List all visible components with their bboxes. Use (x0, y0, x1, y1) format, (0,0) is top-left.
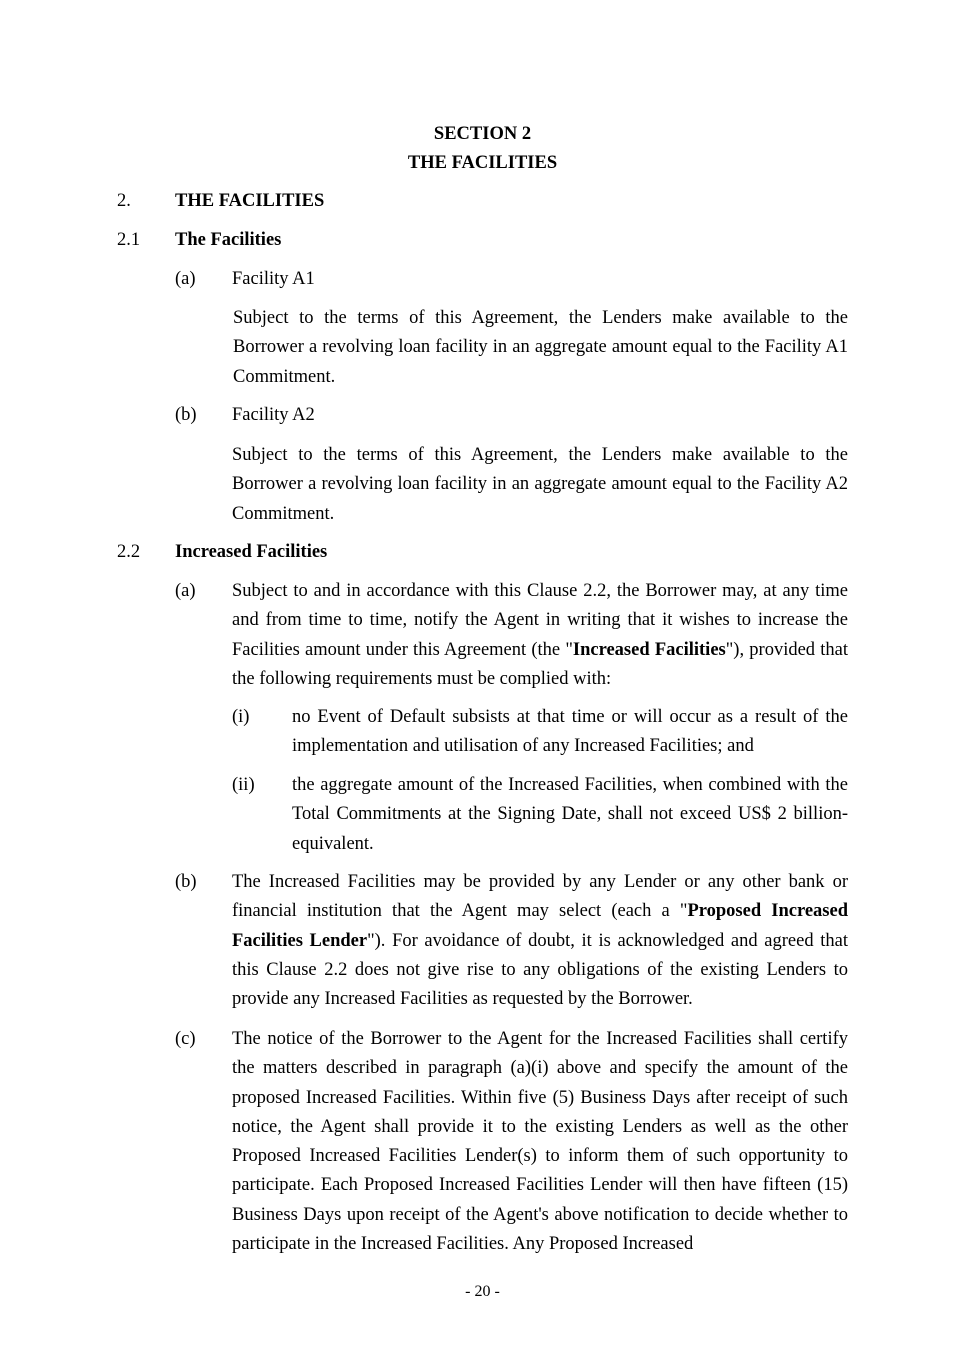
clause-2-2-number: 2.2 (117, 542, 141, 562)
clause-2-2-title: Increased Facilities (175, 542, 328, 562)
clause-2-2-c-text: The notice of the Borrower to the Agent for the Increased Facilities shall certify the matters described in paragraph (a)(i) above and specify the amount of the proposed Increased Facilities. Within five (5) Business Days after receipt of such notice, the Agent shall provide it to the existing Lenders as well as the other Proposed Increased Facilities Lender(s) to inform them of such opportunity to participate. Each Proposed Increased Facilities Lender will then have fifteen (15) Business Days upon receipt of the Agent's above notification to decide whether to participate in the Increased Facilities. Any Proposed Increased (232, 1029, 848, 1255)
clause-2-1-b-text: Subject to the terms of this Agreement, the Lenders make available to the Borrower a revolving loan facility in an aggregate amount equal to the Facility A2 Commitment. (232, 445, 848, 524)
clause-2-2-b-label: (b) (175, 872, 197, 892)
clause-2-2-a-label: (a) (175, 581, 196, 601)
clause-2-2-c-label: (c) (175, 1029, 196, 1049)
clause-2-number: 2. (117, 191, 131, 211)
clause-2-2-a-i-label: (i) (232, 707, 250, 727)
clause-2-1-a-label: (a) (175, 269, 196, 289)
clause-2-2-a-i-text: no Event of Default subsists at that time or will occur as a result of the implementation and utilisation of any Increased Facilities; and (292, 707, 848, 757)
section-number: SECTION 2 (433, 124, 532, 144)
clause-2-1-b-label: (b) (175, 405, 197, 425)
clause-2-2-a-ii-text: the aggregate amount of the Increased Facilities, when combined with the Total Commitments at the Signing Date, shall not exceed US$ 2 billion-equivalent. (292, 775, 848, 854)
clause-2-2-b-text: The Increased Facilities may be provided by any Lender or any other bank or financial institution that the Agent may select (each a "Proposed Increased Facilities Lender"). For avoidance of doubt, it is acknowledged and agreed that this Clause 2.2 does not give rise to any obligations of the existing Lenders to provide any Increased Facilities as requested by the Borrower. (232, 872, 848, 1010)
clause-2-2-a-text: Subject to and in accordance with this Clause 2.2, the Borrower may, at any time and from time to time, notify the Agent in writing that it wishes to increase the Facilities amount under this Agreement (the "Increased Facilities"), provided that the following requirements must be complied with: (232, 581, 848, 689)
page-number: - 20 - (465, 1283, 500, 1300)
clause-2-1-title: The Facilities (175, 230, 282, 250)
clause-2-1-a-heading: Facility A1 (232, 269, 315, 289)
clause-2-1-number: 2.1 (117, 230, 141, 250)
clause-2-1-a-text: Subject to the terms of this Agreement, the Lenders make available to the Borrower a revolving loan facility in an aggregate amount equal to the Facility A1 Commitment. (233, 308, 848, 387)
clause-2-2-a-ii-label: (ii) (232, 775, 255, 795)
clause-2-title: THE FACILITIES (175, 191, 325, 211)
clause-2-1-b-heading: Facility A2 (232, 405, 315, 425)
defined-term-increased-facilities: Increased Facilities (572, 639, 726, 660)
section-title: THE FACILITIES (407, 153, 558, 173)
defined-term-proposed-increased-facilities-lender: Proposed Increased Facilities Lender (232, 901, 848, 951)
